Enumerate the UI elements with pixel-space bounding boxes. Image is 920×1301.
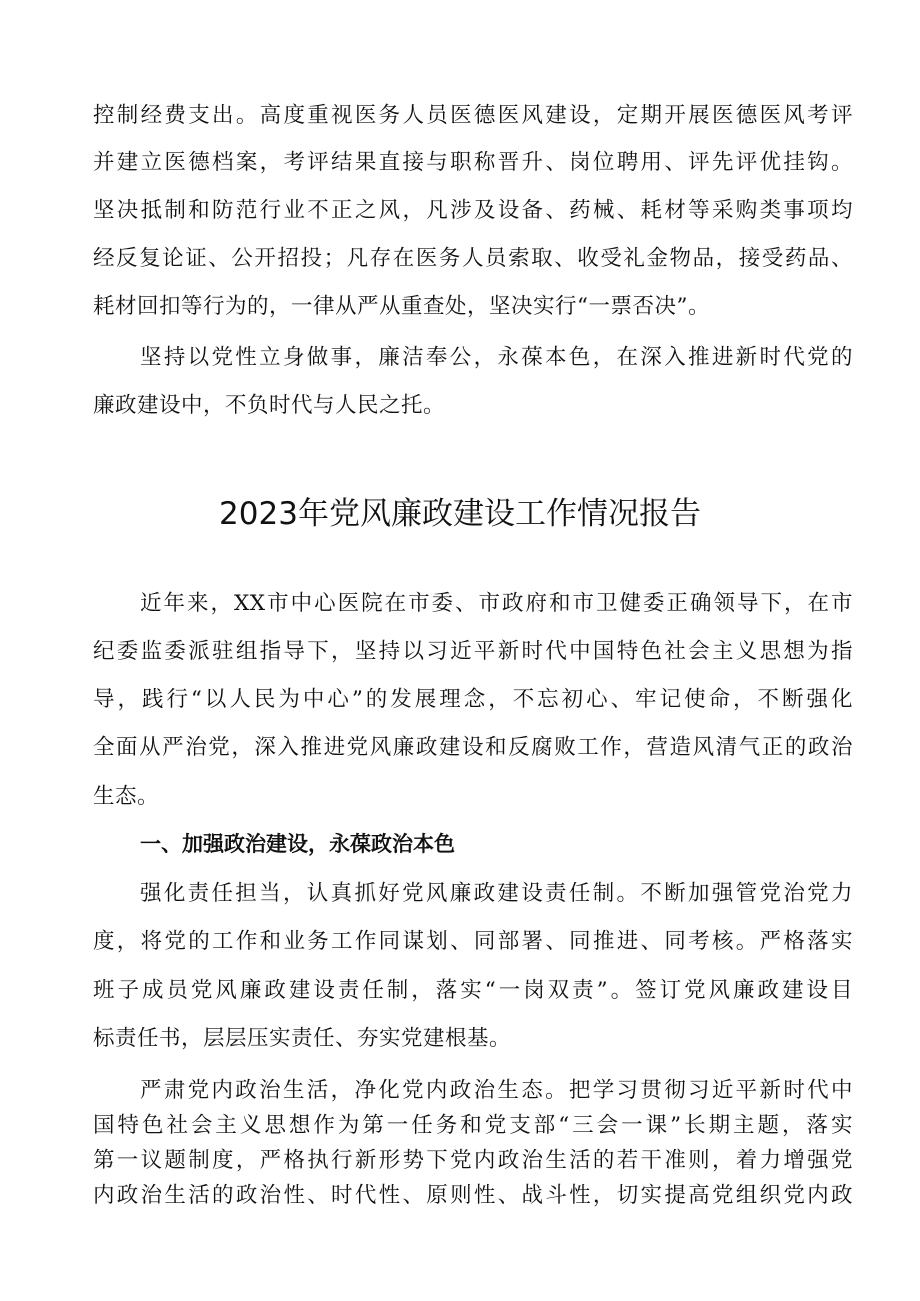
report-title: 2023年党风廉政建设工作情况报告	[219, 496, 701, 532]
text-line: 廉政建设中，不负时代与人民之托。	[93, 393, 446, 418]
text-line: 近年来，XX市中心医院在市委、市政府和市卫健委正确领导下，在市	[140, 591, 853, 616]
text-line: 国特色社会主义思想作为第一任务和党支部“三会一课”长期主题，落实	[93, 1113, 853, 1138]
text-line: 第一议题制度，严格执行新形势下党内政治生活的若干准则，着力增强党	[93, 1148, 853, 1173]
text-line: 纪委监委派驻组指导下，坚持以习近平新时代中国特色社会主义思想为指	[93, 639, 853, 664]
text-line: 导，践行“以人民为中心”的发展理念，不忘初心、牢记使命，不断强化	[93, 687, 853, 712]
text-line: 生态。	[93, 784, 160, 809]
text-line: 经反复论证、公开招投；凡存在医务人员索取、收受礼金物品，接受药品、	[93, 246, 853, 271]
text-line: 度，将党的工作和业务工作同谋划、同部署、同推进、同考核。严格落实	[93, 929, 853, 954]
text-line: 标责任书，层层压实责任、夯实党建根基。	[93, 1026, 512, 1051]
text-line: 班子成员党风廉政建设责任制，落实“一岗双责”。签订党风廉政建设目	[93, 978, 853, 1003]
text-line: 坚决抵制和防范行业不正之风，凡涉及设备、药械、耗材等采购类事项均	[93, 198, 853, 223]
text-line: 控制经费支出。高度重视医务人员医德医风建设，定期开展医德医风考评	[93, 103, 853, 128]
text-line: 全面从严治党，深入推进党风廉政建设和反腐败工作，营造风清气正的政治	[93, 735, 853, 760]
text-line: 严肃党内政治生活，净化党内政治生态。把学习贯彻习近平新时代中	[140, 1078, 853, 1103]
text-line: 强化责任担当，认真抓好党风廉政建设责任制。不断加强管党治党力	[140, 881, 853, 906]
text-line: 并建立医德档案，考评结果直接与职称晋升、岗位聘用、评先评优挂钩。	[93, 150, 853, 175]
text-line: 坚持以党性立身做事，廉洁奉公，永葆本色，在深入推进新时代党的	[140, 345, 853, 370]
section-heading: 一、加强政治建设，永葆政治本色	[140, 832, 455, 856]
text-line: 内政治生活的政治性、时代性、原则性、战斗性，切实提高党组织党内政	[93, 1183, 853, 1208]
text-line: 耗材回扣等行为的，一律从严从重查处，坚决实行“一票否决”。	[93, 294, 710, 319]
